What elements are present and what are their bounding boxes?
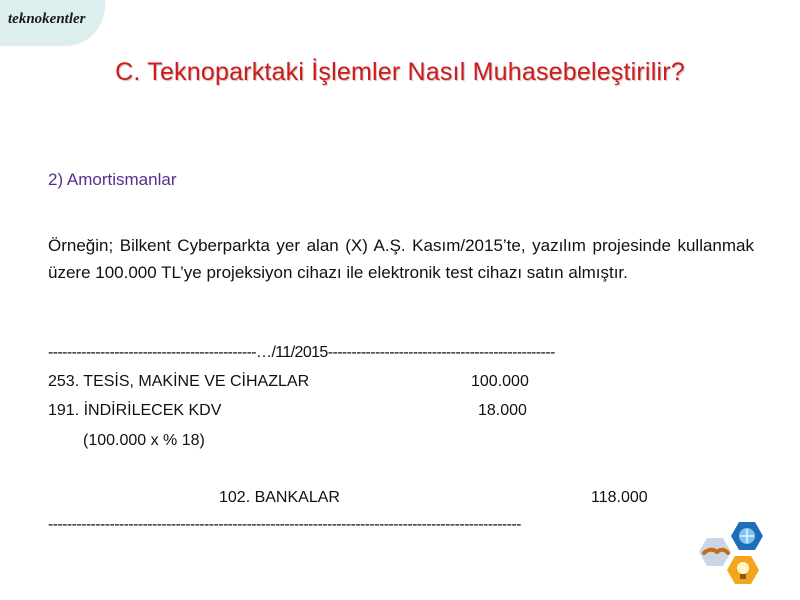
decorative-icon-cluster [695, 520, 765, 590]
lightbulb-icon [727, 556, 759, 584]
credit-amount-102: 118.000 [591, 489, 648, 506]
debit-account-191: 191. İNDİRİLECEK KDV [48, 402, 222, 419]
kdv-calculation-note: (100.000 x % 18) [83, 432, 205, 449]
globe-icon [731, 522, 763, 550]
credit-account-102: 102. BANKALAR [219, 489, 340, 506]
journal-date-line: --------------------------------------------…/11/2015------------------------------------------------ [48, 344, 555, 361]
example-paragraph: Örneğin; Bilkent Cyberparkta yer alan (X) A.Ş. Kasım/2015’te, yazılım projesinde kullanmak üzere 100.000 TL’ye projeksiyon cihazı ile elektronik test cihazı satın almıştır. [48, 236, 754, 282]
handshake-icon [699, 538, 731, 566]
logo-text: teknokentler [8, 11, 86, 27]
journal-end-line: ---------------------------------------------------------------------------------------------------- [48, 516, 521, 533]
slide-title: C. Teknoparktaki İşlemler Nasıl Muhasebeleştirilir? [115, 58, 685, 86]
section-heading: 2) Amortismanlar [48, 170, 177, 189]
debit-account-253: 253. TESİS, MAKİNE VE CİHAZLAR [48, 373, 310, 390]
debit-amount-191: 18.000 [478, 402, 527, 419]
logo-tab [0, 0, 105, 46]
debit-amount-253: 100.000 [471, 373, 529, 390]
